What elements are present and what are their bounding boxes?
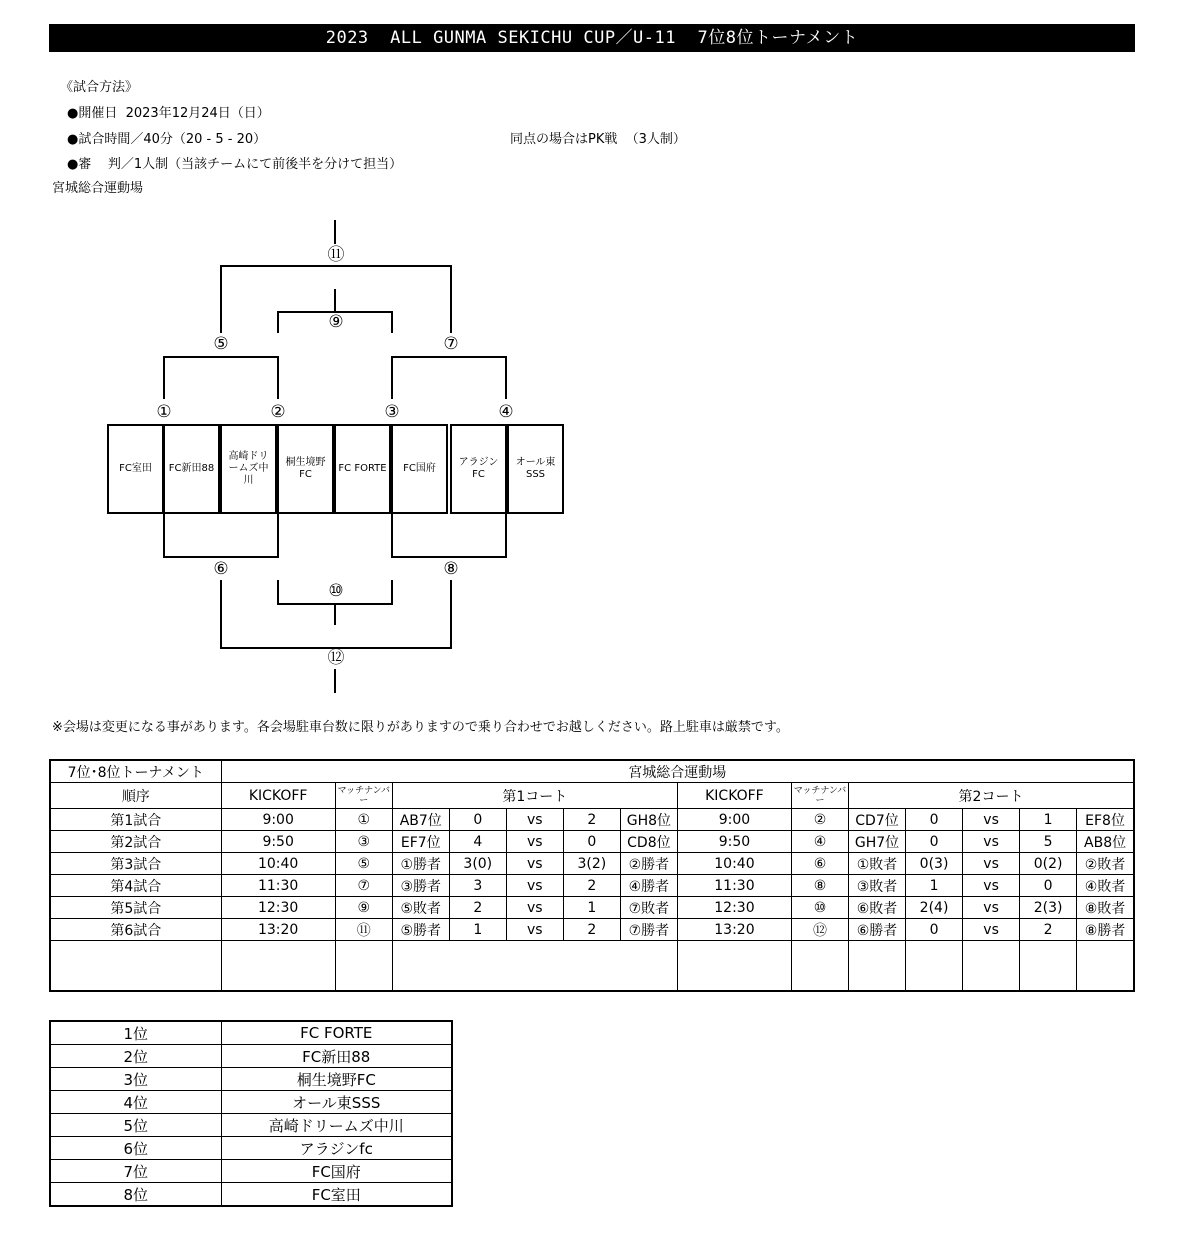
empty-cell	[335, 941, 392, 991]
team-box: FC FORTE	[334, 424, 391, 514]
schedule-row	[50, 809, 1134, 831]
vs-label: vs	[963, 897, 1020, 919]
schedule-row	[50, 853, 1134, 875]
header-court2: 第2コート	[849, 783, 1135, 809]
rank-team: オール東SSS	[221, 1091, 452, 1114]
schedule-row	[50, 831, 1134, 853]
rank-team: 桐生境野FC	[221, 1068, 452, 1091]
team-box: 桐生境野FC	[277, 424, 334, 514]
match-number-1: ①	[156, 402, 172, 422]
schedule-venue: 宮城総合運動場	[221, 760, 1134, 783]
ranking-row	[50, 1160, 452, 1183]
ranking-row	[50, 1045, 452, 1068]
team-a: ⑤勝者	[392, 919, 449, 941]
team-b: ②勝者	[620, 853, 677, 875]
team-box: FC室田	[107, 424, 164, 514]
vs-label: vs	[506, 831, 563, 853]
kickoff-time: 11:30	[677, 875, 791, 897]
team-b: ⑧敗者	[1077, 897, 1134, 919]
score-a: 0	[906, 831, 963, 853]
empty-cell	[1020, 941, 1077, 991]
kickoff-time: 10:40	[677, 853, 791, 875]
ranking-row	[50, 1137, 452, 1160]
rank-place: 7位	[50, 1160, 221, 1183]
rank-place: 6位	[50, 1137, 221, 1160]
match-number-8: ⑧	[443, 559, 459, 579]
vs-label: vs	[506, 875, 563, 897]
match-number: ⑤	[335, 853, 392, 875]
team-b: ④敗者	[1077, 875, 1134, 897]
rank-team: アラジンfc	[221, 1137, 452, 1160]
match-number: ④	[791, 831, 848, 853]
empty-cell	[221, 941, 335, 991]
header-match-no: マッチナンバー	[791, 783, 848, 809]
team-b: AB8位	[1077, 831, 1134, 853]
score-b: 5	[1020, 831, 1077, 853]
rank-team: FC国府	[221, 1160, 452, 1183]
vs-label: vs	[963, 831, 1020, 853]
referee-rule: ●審 判／1人制（当該チームにて前後半を分けて担当）	[67, 157, 403, 172]
empty-cell	[963, 941, 1020, 991]
match-number-7: ⑦	[443, 334, 459, 354]
empty-cell	[849, 941, 906, 991]
score-b: 1	[563, 897, 620, 919]
team-box: オール東SSS	[507, 424, 564, 514]
score-a: 2(4)	[906, 897, 963, 919]
event-date: ●開催日 2023年12月24日（日）	[67, 106, 270, 121]
tournament-label: 7位･8位トーナメント	[50, 760, 221, 783]
kickoff-time: 9:00	[221, 809, 335, 831]
team-b: CD8位	[620, 831, 677, 853]
vs-label: vs	[963, 809, 1020, 831]
score-b: 2	[563, 875, 620, 897]
score-a: 0(3)	[906, 853, 963, 875]
match-time: ●試合時間／40分（20 - 5 - 20）	[67, 132, 267, 147]
score-b: 0	[1020, 875, 1077, 897]
rank-place: 3位	[50, 1068, 221, 1091]
rank-team: FC室田	[221, 1183, 452, 1207]
score-b: 2	[1020, 919, 1077, 941]
vs-label: vs	[506, 853, 563, 875]
team-box: FC新田88	[163, 424, 220, 514]
schedule-row	[50, 919, 1134, 941]
empty-cell	[906, 941, 963, 991]
team-b: ⑧勝者	[1077, 919, 1134, 941]
score-b: 2	[563, 809, 620, 831]
team-a: ①勝者	[392, 853, 449, 875]
match-number: ⑨	[335, 897, 392, 919]
kickoff-time: 9:50	[221, 831, 335, 853]
final-ranking-table	[49, 1020, 453, 1207]
team-b: ⑦勝者	[620, 919, 677, 941]
team-b: EF8位	[1077, 809, 1134, 831]
team-b: ②敗者	[1077, 853, 1134, 875]
rank-team: FC新田88	[221, 1045, 452, 1068]
rank-team: 高崎ドリームズ中川	[221, 1114, 452, 1137]
kickoff-time: 13:20	[677, 919, 791, 941]
team-a: ③敗者	[849, 875, 906, 897]
match-order: 第4試合	[50, 875, 221, 897]
match-number-9: ⑨	[328, 312, 344, 332]
rank-team: FC FORTE	[221, 1021, 452, 1045]
empty-cell	[791, 941, 848, 991]
team-a: ①敗者	[849, 853, 906, 875]
team-a: ⑥敗者	[849, 897, 906, 919]
kickoff-time: 9:50	[677, 831, 791, 853]
score-a: 2	[449, 897, 506, 919]
page-title: 2023 ALL GUNMA SEKICHU CUP／U-11 7位8位トーナメント	[49, 24, 1135, 52]
match-order: 第2試合	[50, 831, 221, 853]
match-number: ①	[335, 809, 392, 831]
match-number: ⑥	[791, 853, 848, 875]
match-number: ③	[335, 831, 392, 853]
empty-cell	[677, 941, 791, 991]
rank-place: 4位	[50, 1091, 221, 1114]
team-a: ⑥勝者	[849, 919, 906, 941]
team-a: ⑤敗者	[392, 897, 449, 919]
header-kickoff: KICKOFF	[221, 783, 335, 809]
kickoff-time: 12:30	[677, 897, 791, 919]
kickoff-time: 11:30	[221, 875, 335, 897]
header-order: 順序	[50, 783, 221, 809]
match-order: 第3試合	[50, 853, 221, 875]
score-b: 0(2)	[1020, 853, 1077, 875]
match-order: 第6試合	[50, 919, 221, 941]
score-b: 3(2)	[563, 853, 620, 875]
vs-label: vs	[506, 809, 563, 831]
score-b: 2	[563, 919, 620, 941]
match-number: ⑩	[791, 897, 848, 919]
score-b: 2(3)	[1020, 897, 1077, 919]
venue-notice: ※会場は変更になる事があります。各会場駐車台数に限りがありますので乗り合わせでお越しください。路上駐車は厳禁です。	[52, 720, 789, 735]
score-a: 1	[906, 875, 963, 897]
match-number-6: ⑥	[213, 559, 229, 579]
team-a: ③勝者	[392, 875, 449, 897]
team-b: GH8位	[620, 809, 677, 831]
vs-label: vs	[963, 853, 1020, 875]
venue-name: 宮城総合運動場	[52, 181, 144, 196]
team-b: ⑦敗者	[620, 897, 677, 919]
vs-label: vs	[506, 897, 563, 919]
match-number: ⑪	[335, 919, 392, 941]
score-a: 3(0)	[449, 853, 506, 875]
header-match-no: マッチナンバー	[335, 783, 392, 809]
rank-place: 8位	[50, 1183, 221, 1207]
header-kickoff: KICKOFF	[677, 783, 791, 809]
vs-label: vs	[963, 875, 1020, 897]
match-number-2: ②	[270, 402, 286, 422]
team-a: EF7位	[392, 831, 449, 853]
match-number-10: ⑩	[328, 581, 344, 601]
schedule-rows	[50, 809, 1134, 941]
team-box: アラジンFC	[450, 424, 507, 514]
team-box: FC国府	[391, 424, 448, 514]
kickoff-time: 13:20	[221, 919, 335, 941]
team-box: 高崎ドリームズ中川	[220, 424, 277, 514]
schedule-row	[50, 897, 1134, 919]
team-a: CD7位	[849, 809, 906, 831]
kickoff-time: 10:40	[221, 853, 335, 875]
score-a: 1	[449, 919, 506, 941]
team-a: GH7位	[849, 831, 906, 853]
vs-label: vs	[963, 919, 1020, 941]
rank-place: 1位	[50, 1021, 221, 1045]
rank-place: 5位	[50, 1114, 221, 1137]
schedule-table	[49, 759, 1135, 992]
empty-cell	[50, 941, 221, 991]
match-number: ⑦	[335, 875, 392, 897]
match-order: 第5試合	[50, 897, 221, 919]
score-a: 0	[449, 809, 506, 831]
score-a: 3	[449, 875, 506, 897]
ranking-row	[50, 1021, 452, 1045]
match-number-12: ⑫	[327, 648, 345, 668]
match-number-3: ③	[384, 402, 400, 422]
score-b: 1	[1020, 809, 1077, 831]
score-a: 4	[449, 831, 506, 853]
schedule-row	[50, 875, 1134, 897]
team-b: ④勝者	[620, 875, 677, 897]
kickoff-time: 12:30	[221, 897, 335, 919]
header-court1: 第1コート	[392, 783, 677, 809]
method-heading: 《試合方法》	[60, 80, 139, 95]
score-a: 0	[906, 919, 963, 941]
rank-place: 2位	[50, 1045, 221, 1068]
match-order: 第1試合	[50, 809, 221, 831]
vs-label: vs	[506, 919, 563, 941]
team-a: AB7位	[392, 809, 449, 831]
match-number-4: ④	[498, 402, 514, 422]
score-a: 0	[906, 809, 963, 831]
ranking-row	[50, 1114, 452, 1137]
match-number: ⑫	[791, 919, 848, 941]
match-number-11: ⑪	[327, 245, 345, 265]
empty-cell	[1077, 941, 1134, 991]
empty-cell	[392, 941, 677, 991]
kickoff-time: 9:00	[677, 809, 791, 831]
score-b: 0	[563, 831, 620, 853]
ranking-row	[50, 1068, 452, 1091]
match-number-5: ⑤	[213, 334, 229, 354]
ranking-row	[50, 1183, 452, 1207]
match-number: ②	[791, 809, 848, 831]
ranking-row	[50, 1091, 452, 1114]
match-number: ⑧	[791, 875, 848, 897]
pk-rule: 同点の場合はPK戦 （3人制）	[510, 132, 686, 147]
